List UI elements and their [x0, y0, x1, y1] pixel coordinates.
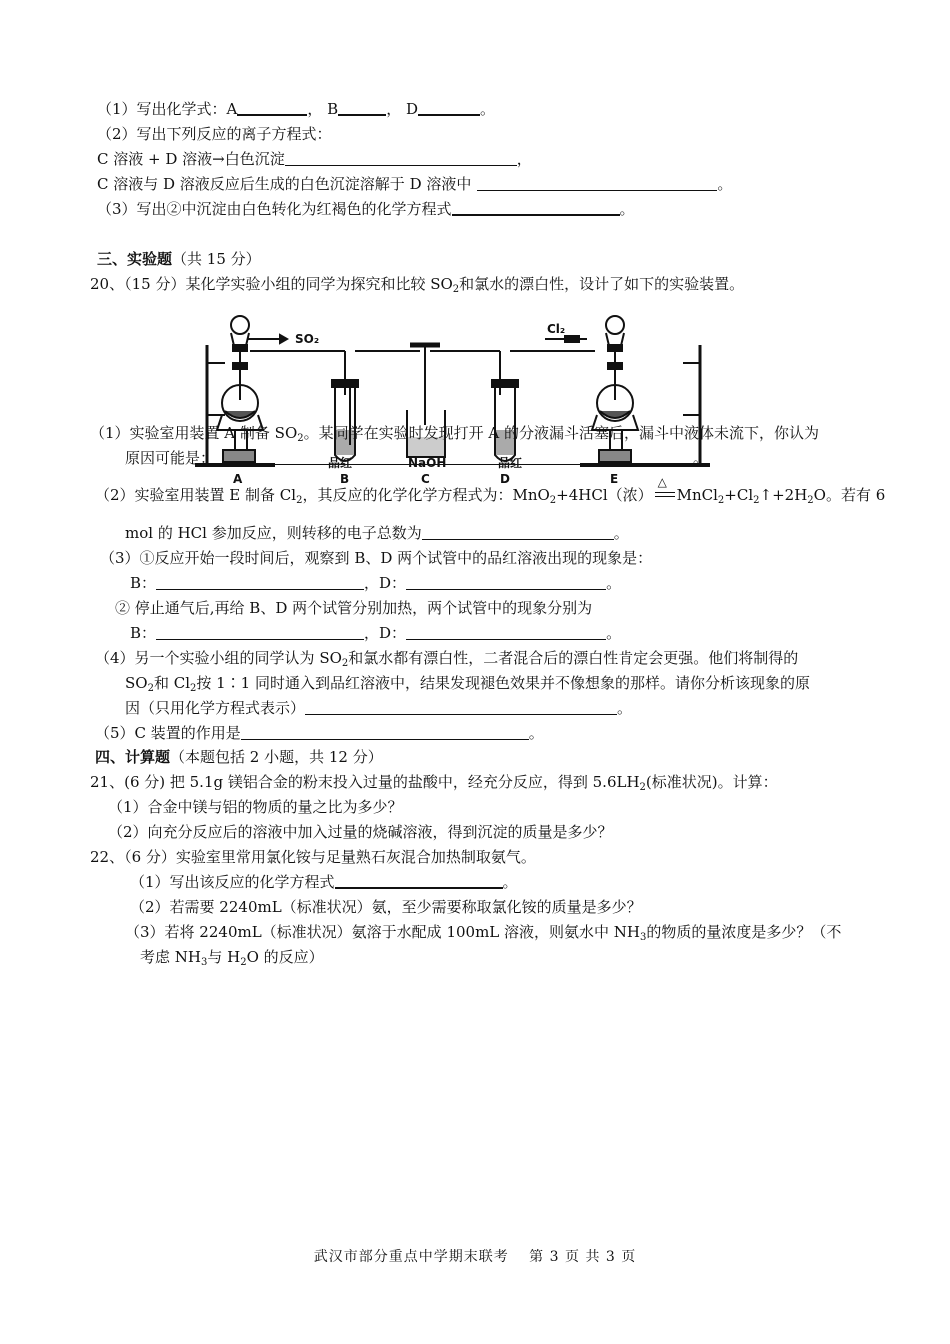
answer-blank-D[interactable] — [418, 98, 480, 116]
q22-part-3 — [125, 921, 841, 943]
q22-part-3-cont — [140, 946, 324, 968]
label-E: E — [610, 472, 619, 485]
q20-part-3-second: ② 停止通气后,再给 B、D 两个试管分别加热，两个试管中的现象分别为 — [115, 599, 593, 617]
q20-part-1 — [90, 422, 819, 444]
q20-text: 。 — [693, 449, 709, 467]
q20-part-4-cont2 — [125, 697, 632, 719]
q19-text: （3）写出②中沉淀由白色转化为红褐色的化学方程式 — [97, 200, 452, 218]
q20-part-4-cont — [125, 672, 810, 694]
subscript: 2 — [190, 683, 197, 694]
page-footer: 武汉市部分重点中学期末联考 第 3 页 共 3 页 — [313, 1249, 637, 1265]
q20-text: B： — [130, 574, 157, 592]
q20-text: （5）C 装置的作用是 — [95, 724, 241, 742]
subscript: 2 — [639, 782, 646, 793]
q20-text: 原因可能是： — [125, 449, 216, 467]
q21-part-1: （1）合金中镁与铝的物质的量之比为多少？ — [108, 798, 403, 816]
section-note: （共 15 分） — [172, 250, 261, 268]
subscript: 2 — [297, 433, 304, 444]
q20-text: 因（只用化学方程式表示） — [125, 699, 306, 717]
q19-text: 。 — [619, 200, 635, 218]
subscript: 2 — [717, 495, 725, 506]
answer-blank-D-phenomenon[interactable] — [406, 573, 606, 590]
q19-text: ， B — [307, 100, 339, 118]
label-C: C — [421, 472, 430, 485]
label-pinhong-b: 品红 — [328, 456, 353, 470]
section-title: 四、计算题 — [95, 748, 171, 766]
q19-text: （1）写出化学式：A — [97, 100, 238, 118]
q20-text: 。 — [613, 524, 629, 542]
answer-blank-equation[interactable] — [452, 198, 620, 216]
q20-part-3-answers — [130, 572, 621, 594]
q20-text: 。 — [606, 624, 622, 642]
label-cl2: Cl₂ — [547, 322, 566, 336]
q20-text: 和氯水的漂白性，设计了如下的实验装置。 — [459, 275, 745, 293]
subscript: 2 — [807, 495, 814, 506]
q22-text: （3）若将 2240mL（标准状况）氨溶于水配成 100mL 溶液，则氨水中 NH — [125, 923, 640, 941]
q20-text: （1）实验室用装置 A 制备 SO — [90, 424, 298, 442]
q22-intro: 22、（6 分）实验室里常用氯化铵与足量熟石灰混合加热制取氨气。 — [90, 848, 536, 866]
subscript: 2 — [753, 495, 760, 506]
q21-intro — [90, 771, 778, 793]
q21-text: (标准状况)。计算： — [645, 773, 778, 791]
q20-text: ，D： — [364, 624, 407, 642]
q19-text: ， — [516, 150, 532, 168]
q20-text: （4）另一个实验小组的同学认为 SO — [95, 649, 342, 667]
q20-text: O。若有 6 — [813, 486, 886, 504]
subscript: 2 — [549, 495, 557, 506]
q20-intro — [90, 273, 744, 295]
heat-condition-sign — [653, 475, 677, 506]
q20-text: 20、（15 分）某化学实验小组的同学为探究和比较 SO — [90, 275, 453, 293]
q19-line-3 — [97, 148, 532, 170]
answer-blank-c-purpose[interactable] — [241, 723, 529, 740]
q22-text: 与 H — [207, 948, 241, 966]
q19-text: 。 — [479, 100, 495, 118]
q20-part-5 — [95, 722, 544, 744]
section-3-heading — [97, 248, 261, 270]
q20-text: mol 的 HCl 参加反应，则转移的电子总数为 — [125, 524, 422, 542]
answer-blank-ionic-2[interactable] — [477, 174, 717, 191]
answer-blank-A[interactable] — [237, 98, 307, 116]
subscript: 2 — [240, 957, 247, 968]
q20-text: ，D： — [364, 574, 407, 592]
q20-text: MnCl — [676, 486, 718, 504]
answer-blank-B[interactable] — [338, 98, 386, 116]
q20-text: 。某同学在实验时发现打开 A 的分液漏斗活塞后，漏斗中液体未流下，你认为 — [303, 424, 820, 442]
q21-part-2: （2）向充分反应后的溶液中加入过量的烧碱溶液，得到沉淀的质量是多少？ — [108, 823, 613, 841]
q20-part-4 — [95, 647, 798, 669]
subscript: 2 — [147, 683, 154, 694]
q20-text: SO — [125, 674, 148, 692]
q22-text: 考虑 NH — [140, 948, 201, 966]
answer-blank-D-heated[interactable] — [406, 623, 606, 640]
q19-text: ， D — [386, 100, 418, 118]
q20-text: 按 1∶1 同时通入到品红溶液中，结果发现褪色效果并不像想象的那样。请你分析该现象的原 — [196, 674, 811, 692]
q19-line-2: （2）写出下列反应的离子方程式： — [97, 125, 332, 143]
q19-text: 。 — [717, 175, 733, 193]
label-so2: SO₂ — [295, 332, 320, 346]
answer-blank-B-phenomenon[interactable] — [156, 573, 364, 590]
q20-part-3: （3）①反应开始一段时间后，观察到 B、D 两个试管中的品红溶液出现的现象是： — [100, 549, 653, 567]
answer-blank-ionic-1[interactable] — [285, 149, 517, 166]
section-4-heading — [95, 746, 383, 768]
q20-text: +Cl — [724, 486, 754, 504]
q20-text: 和 Cl — [153, 674, 190, 692]
q20-part-1-cont — [125, 447, 708, 469]
label-D: D — [500, 472, 510, 485]
subscript: 2 — [452, 284, 460, 295]
q20-text: ↑+2H — [759, 486, 808, 504]
section-note: （本题包括 2 小题，共 12 分） — [170, 748, 383, 766]
q20-part-3-answers-2 — [130, 622, 621, 644]
q22-text: 。 — [502, 873, 518, 891]
q20-text: 。 — [606, 574, 622, 592]
q20-text: （2）实验室用装置 E 制备 Cl — [95, 486, 297, 504]
q20-text: 。 — [617, 699, 633, 717]
q21-text: 21、(6 分) 把 5.1g 镁铝合金的粉末投入过量的盐酸中，经充分反应，得到 5.6LH — [90, 773, 640, 791]
answer-blank-reason[interactable] — [215, 448, 693, 465]
subscript: 3 — [640, 932, 647, 943]
q22-part-2: （2）若需要 2240mL（标准状况）氨，至少需要称取氯化铵的质量是多少？ — [130, 898, 642, 916]
q20-text: 和氯水都有漂白性，二者混合后的漂白性肯定会更强。他们将制得的 — [348, 649, 799, 667]
answer-blank-B-heated[interactable] — [156, 623, 364, 640]
q22-text: O 的反应） — [246, 948, 324, 966]
q22-text: 的物质的量浓度是多少？（不 — [646, 923, 842, 941]
subscript: 2 — [296, 495, 303, 506]
subscript: 2 — [341, 658, 349, 669]
answer-blank-electrons[interactable] — [422, 523, 614, 540]
label-pinhong-d: 品红 — [498, 456, 523, 470]
answer-blank-reason-equation[interactable] — [305, 698, 617, 715]
q20-text: +4HCl（浓） — [556, 486, 653, 504]
q22-text: （1）写出该反应的化学方程式 — [130, 873, 335, 891]
subscript: 3 — [200, 957, 208, 968]
label-naoh: NaOH — [408, 456, 447, 470]
q20-part-2 — [95, 475, 886, 506]
delta-symbol: △ — [657, 475, 667, 489]
answer-blank-nh3-equation[interactable] — [335, 871, 503, 889]
q20-text: 。 — [528, 724, 544, 742]
q20-part-2-cont — [125, 522, 629, 544]
q22-part-1 — [130, 871, 518, 893]
q19-line-5 — [97, 198, 635, 220]
q19-line-1 — [97, 98, 495, 120]
q20-text: ，其反应的化学化学方程式为：MnO — [302, 486, 550, 504]
q19-text: C 溶液 + D 溶液→白色沉淀 — [97, 150, 285, 168]
label-B: B — [340, 472, 350, 485]
q19-text: C 溶液与 D 溶液反应后生成的白色沉淀溶解于 D 溶液中 — [97, 175, 472, 193]
q19-line-4 — [97, 173, 732, 195]
label-A: A — [233, 472, 243, 485]
q20-text: B： — [130, 624, 157, 642]
section-title: 三、实验题 — [97, 250, 173, 268]
